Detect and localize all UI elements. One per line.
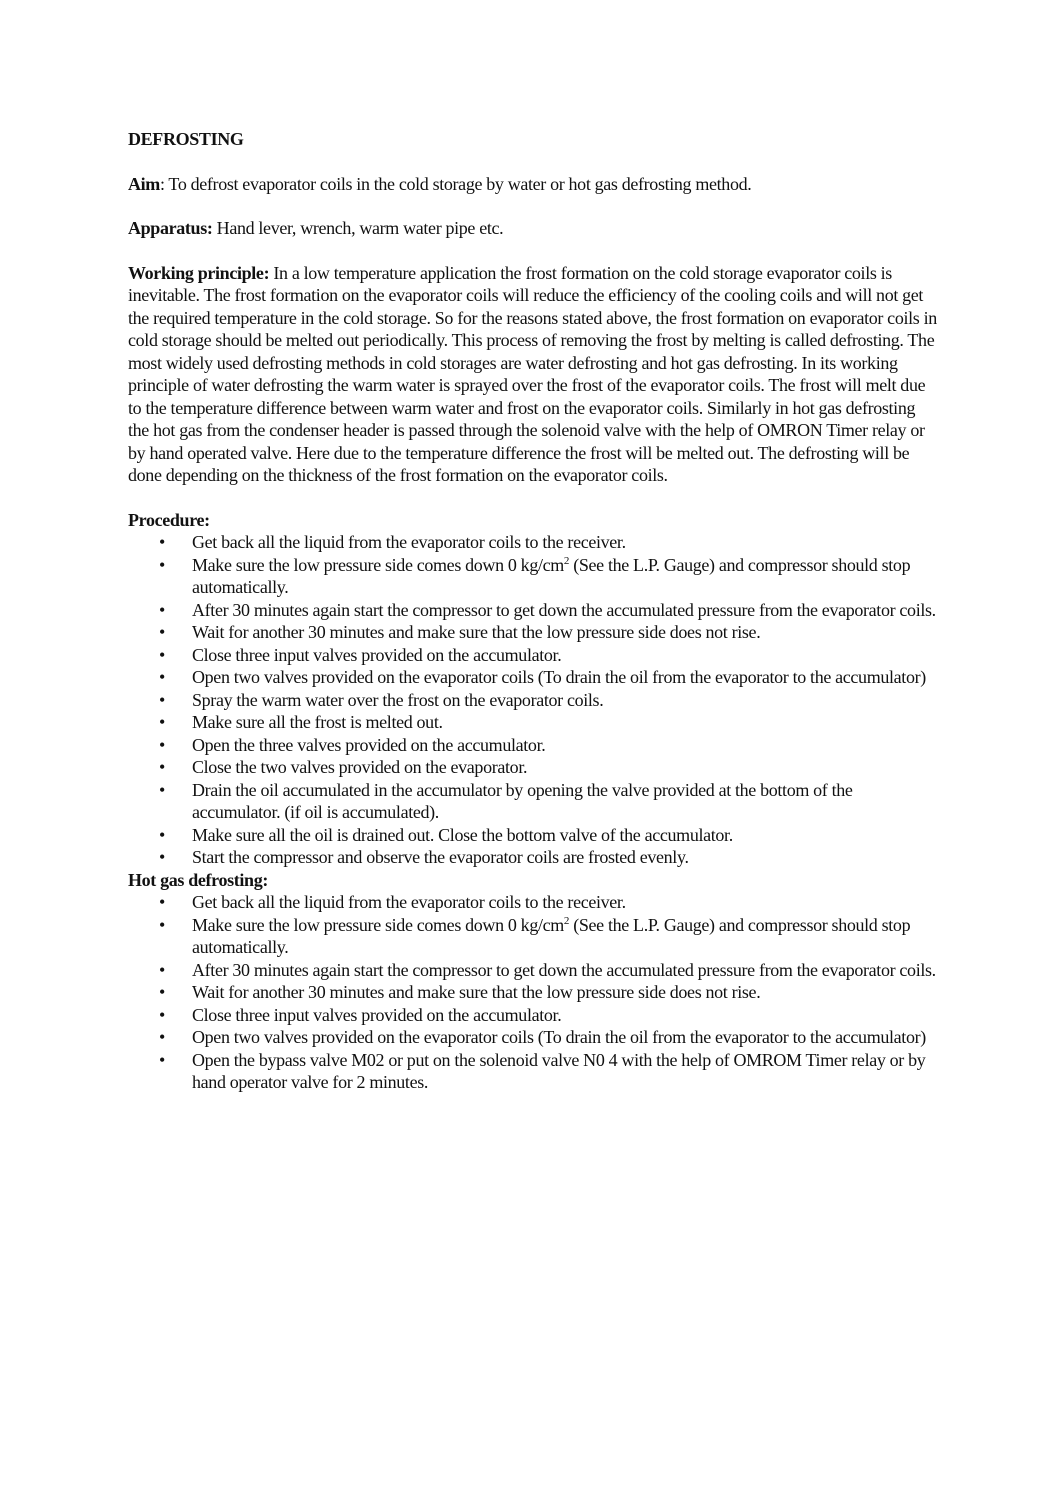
bullet-icon: • <box>159 532 165 552</box>
list-item: • Drain the oil accumulated in the accumulator by opening the valve provided at the bottom of the accumulator. (if oil is accumulated). <box>128 779 938 824</box>
list-item: • Wait for another 30 minutes and make sure that the low pressure side does not rise. <box>128 621 938 644</box>
document-title: DEFROSTING <box>128 129 244 149</box>
apparatus-paragraph <box>128 217 938 240</box>
apparatus-text: Hand lever, wrench, warm water pipe etc. <box>212 218 504 238</box>
list-item: • Open two valves provided on the evaporator coils (To drain the oil from the evaporator to the accumulator) <box>128 666 938 689</box>
bullet-icon: • <box>159 1004 165 1025</box>
bullet-icon: • <box>159 1027 165 1047</box>
list-item: • Start the compressor and observe the evaporator coils are frosted evenly. <box>128 846 938 869</box>
bullet-icon: • <box>159 847 165 867</box>
list-item: • Get back all the liquid from the evaporator coils to the receiver. <box>128 891 938 914</box>
working-principle-paragraph <box>128 262 938 487</box>
bullet-icon: • <box>159 757 165 777</box>
list-item: • After 30 minutes again start the compressor to get down the accumulated pressure from the evaporator coils. <box>128 959 938 982</box>
bullet-icon: • <box>159 554 165 575</box>
list-item: • After 30 minutes again start the compressor to get down the accumulated pressure from the evaporator coils. <box>128 599 938 622</box>
list-item: • Make sure the low pressure side comes down 0 $kg/cm^2$ (See the L.P. Gauge) and compressor should stop automatically. <box>128 554 938 599</box>
list-item: • Make sure all the frost is melted out. <box>128 711 938 734</box>
working-principle-label: Working principle: <box>128 262 270 283</box>
bullet-icon: • <box>159 644 165 665</box>
bullet-icon: • <box>159 892 165 912</box>
list-item: • Get back all the liquid from the evaporator coils to the receiver. <box>128 531 938 554</box>
list-item: • Open the three valves provided on the accumulator. <box>128 734 938 757</box>
aim-paragraph <box>128 173 938 196</box>
list-item: • Close three input valves provided on the accumulator. <box>128 1004 938 1027</box>
aim-text: : To defrost evaporator coils in the cold storage by water or hot gas defrosting method. <box>159 173 752 194</box>
aim-label: Aim <box>128 173 160 194</box>
working-principle-text: In a low temperature application the frost formation on the cold storage evaporator coils is inevitable. The frost formation on the evaporator coils will reduce the efficiency of the cooling coils and will not get the required temperature in the cold storage. So for the reasons stated above, the frost formation on evaporator coils in cold storage should be melted out periodically. This process of removing the frost by melting is called defrosting. The most widely used defrosting methods in cold storages are water defrosting and hot gas defrosting. In its working principle of water defrosting the warm water is sprayed over the frost of the evaporator coils. The frost will melt due to the temperature difference between warm water and frost on the evaporator coils. Similarly in hot gas defrosting the hot gas from the condenser header is passed through the solenoid valve with the help of OMRON Timer relay or by hand operated valve. Here due to the temperature difference the frost will be melted out. The defrosting will be done depending on the thickness of the frost formation on the evaporator coils. <box>128 262 937 485</box>
bullet-icon: • <box>159 959 165 980</box>
document-page <box>128 128 938 1094</box>
bullet-icon: • <box>159 982 165 1002</box>
list-item: • Open the bypass valve M02 or put on the solenoid valve N0 4 with the help of OMROM Timer relay or by hand operator valve for 2 minutes. <box>128 1049 938 1094</box>
bullet-icon: • <box>159 622 165 642</box>
apparatus-label: Apparatus: <box>128 218 213 238</box>
bullet-icon: • <box>159 712 165 732</box>
list-item: • Close three input valves provided on the accumulator. <box>128 644 938 667</box>
bullet-icon: • <box>159 779 165 800</box>
procedure-list <box>128 531 938 869</box>
bullet-icon: • <box>159 667 165 687</box>
bullet-icon: • <box>159 1049 165 1070</box>
bullet-icon: • <box>159 824 165 845</box>
hot-gas-heading: Hot gas defrosting: <box>128 869 269 890</box>
list-item: • Wait for another 30 minutes and make sure that the low pressure side does not rise. <box>128 981 938 1004</box>
procedure-heading: Procedure: <box>128 509 210 530</box>
list-item: • Close the two valves provided on the evaporator. <box>128 756 938 779</box>
list-item: • Open two valves provided on the evaporator coils (To drain the oil from the evaporator to the accumulator) <box>128 1026 938 1049</box>
hot-gas-list <box>128 891 938 1094</box>
list-item: • Make sure all the oil is drained out. Close the bottom valve of the accumulator. <box>128 824 938 847</box>
bullet-icon: • <box>159 599 165 620</box>
bullet-icon: • <box>159 914 165 935</box>
bullet-icon: • <box>159 689 165 710</box>
list-item: • Make sure the low pressure side comes down 0 $kg/cm^2$ (See the L.P. Gauge) and compressor should stop automatically. <box>128 914 938 959</box>
bullet-icon: • <box>159 734 165 755</box>
list-item: • Spray the warm water over the frost on the evaporator coils. <box>128 689 938 712</box>
